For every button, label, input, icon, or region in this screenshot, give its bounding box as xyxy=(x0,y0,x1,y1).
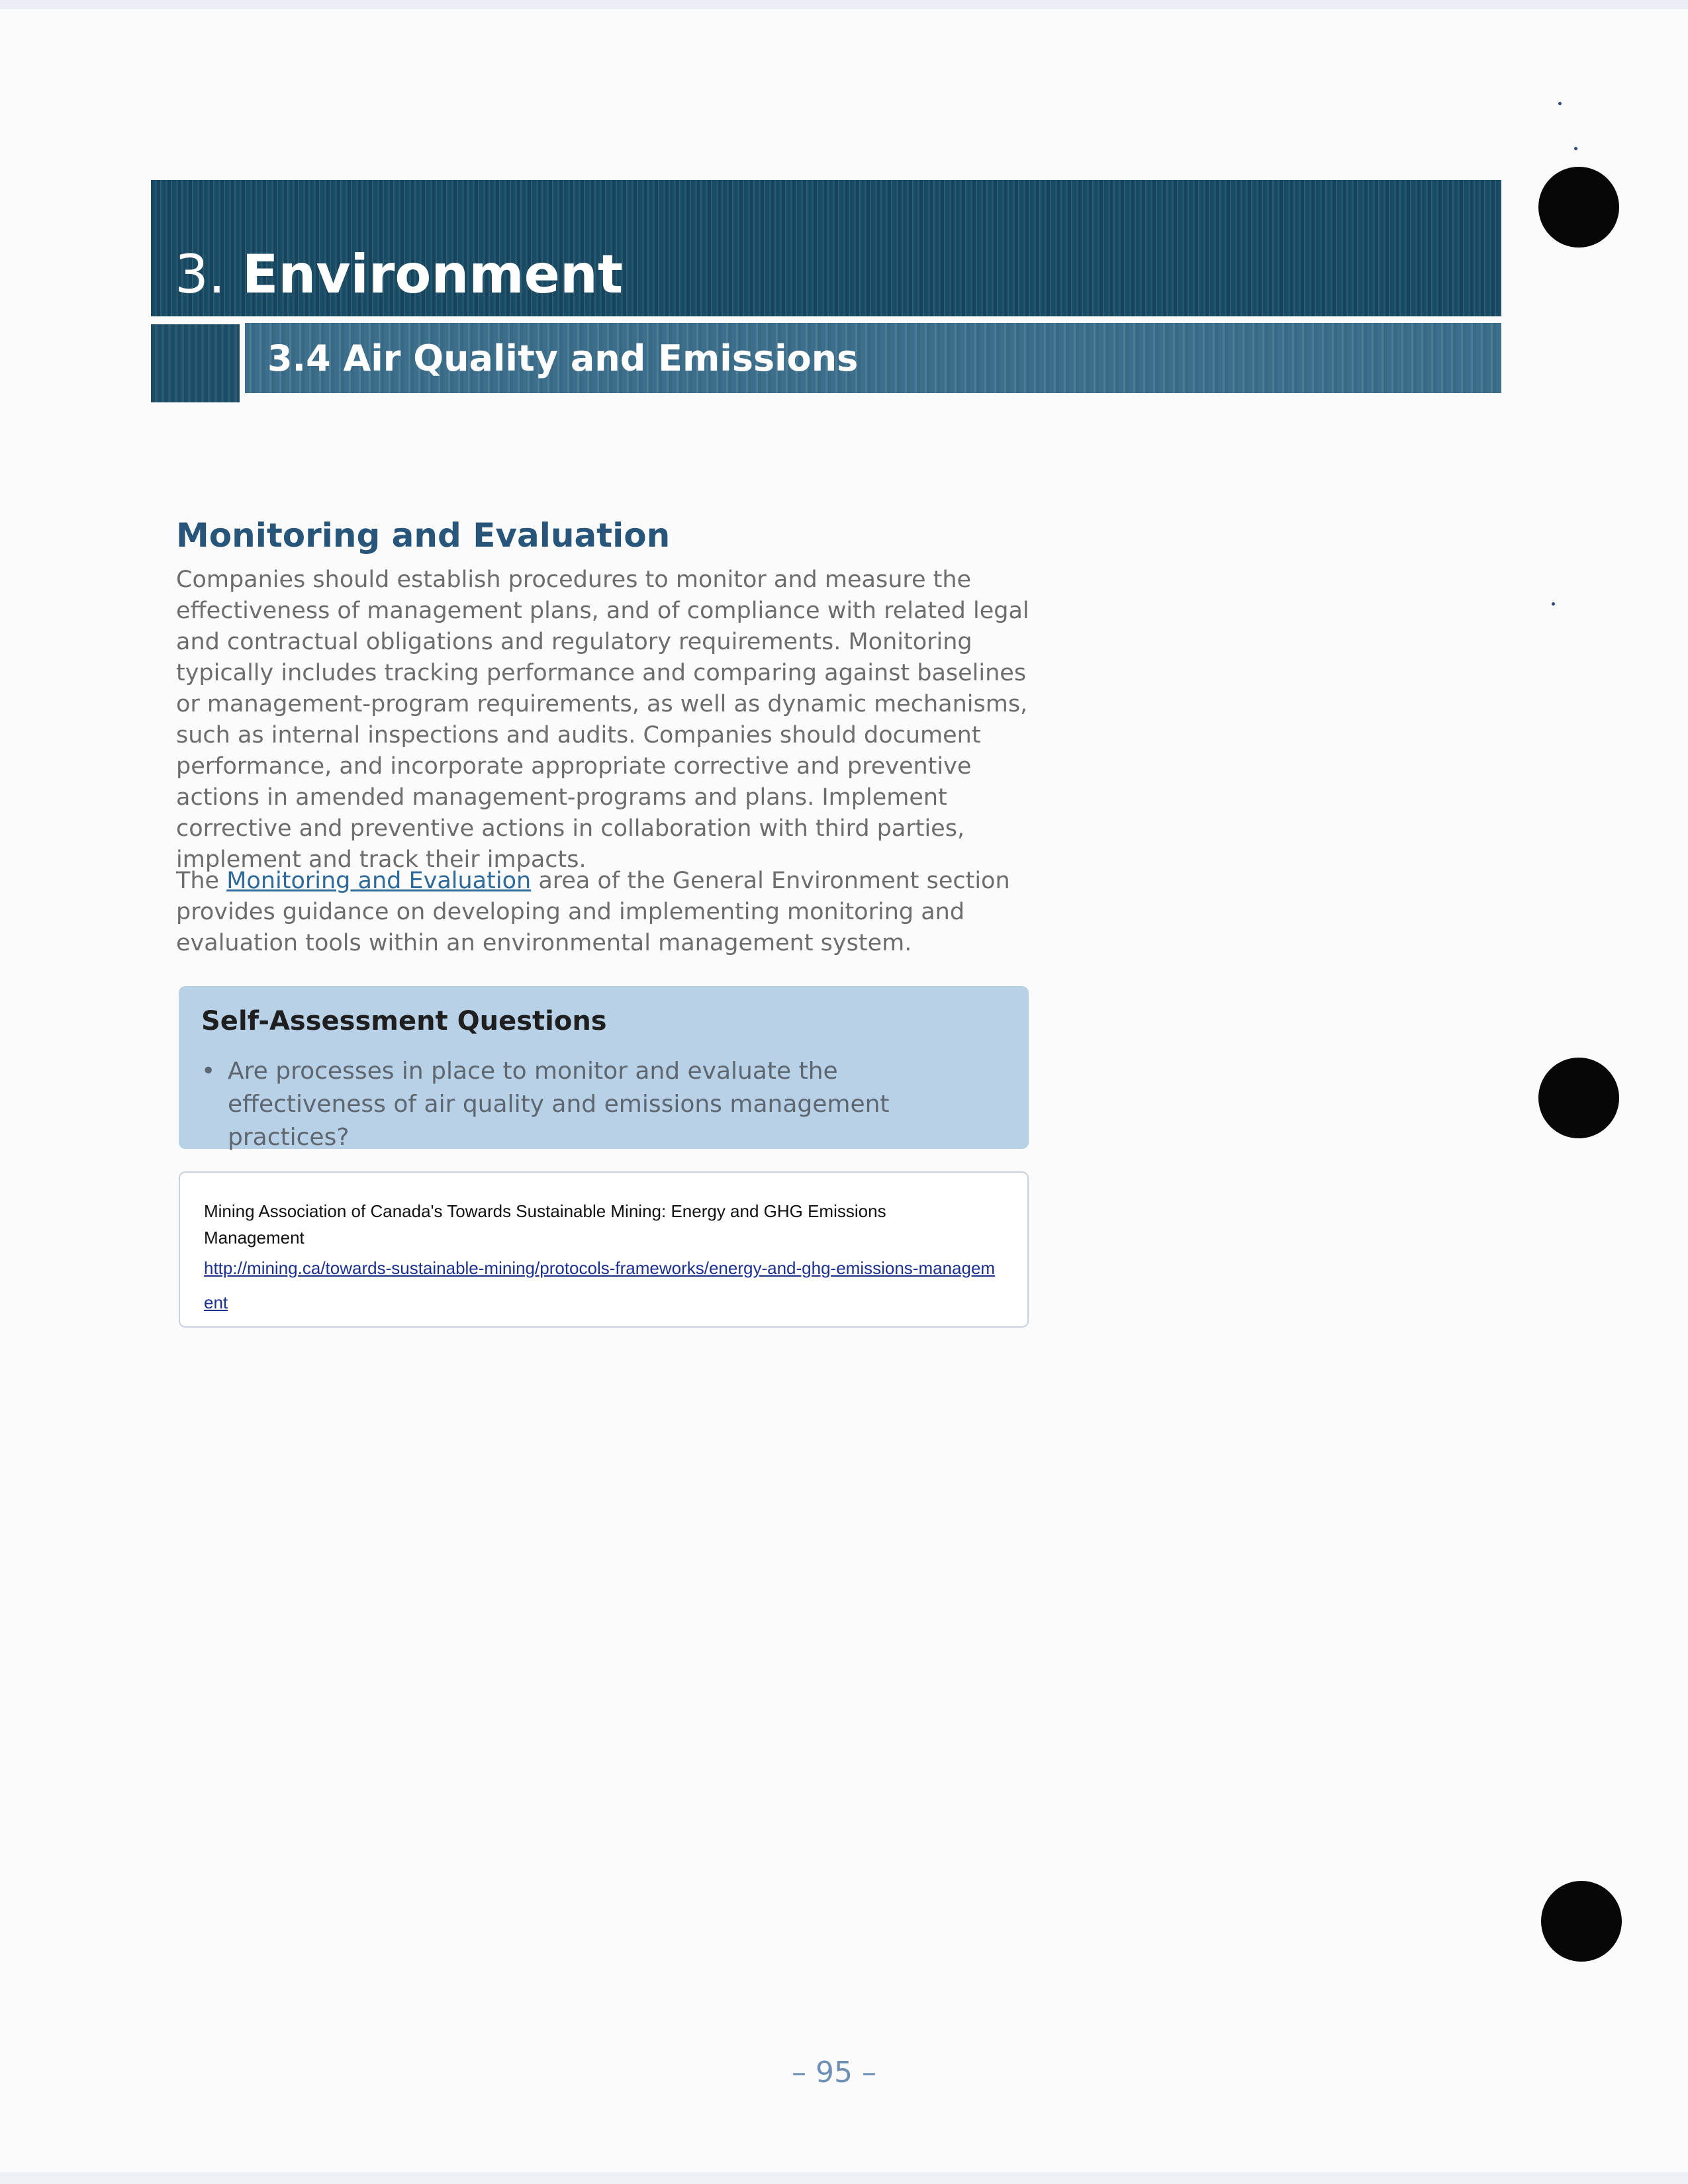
binder-hole-icon xyxy=(1538,167,1619,248)
monitoring-paragraph-1: Companies should establish procedures to monitor and measure the effectiveness of management plans, and of compliance with related legal and contractual obligations and regulatory requirements. Monitoring typically includes tracking performance and comparing against baselines or management-program requirements, as well as dynamic mechanisms, such as internal inspections and audits. Companies should document performance, and incorporate appropriate corrective and preventive actions in amended management-programs and plans. Implement corrective and preventive actions in collaboration with third parties, implement and track their impacts. xyxy=(176,567,1029,873)
monitoring-evaluation-link[interactable]: Monitoring and Evaluation xyxy=(226,868,532,894)
binder-hole-icon xyxy=(1538,1058,1619,1138)
monitoring-paragraph-2 xyxy=(176,866,1037,959)
self-assessment-box xyxy=(179,986,1029,1149)
scan-top-edge xyxy=(0,0,1688,9)
scan-speck xyxy=(1574,147,1577,150)
section-title: 3.4 Air Quality and Emissions xyxy=(267,338,859,379)
self-assessment-title: Self-Assessment Questions xyxy=(201,1006,607,1036)
reference-title: Mining Association of Canada's Towards Sustainable Mining: Energy and GHG Emissions Management xyxy=(204,1201,886,1248)
section-banner xyxy=(245,323,1501,393)
scan-bottom-edge xyxy=(0,2172,1688,2184)
question-text: Are processes in place to monitor and evaluate the effectiveness of air quality and emissions management practices? xyxy=(228,1058,890,1151)
reference-box xyxy=(179,1171,1029,1328)
section-banner-tab xyxy=(151,324,240,402)
chapter-banner xyxy=(151,180,1501,316)
reference-link[interactable]: http://mining.ca/towards-sustainable-mining/protocols-frameworks/energy-and-ghg-emissions-management xyxy=(204,1258,996,1312)
self-assessment-list xyxy=(201,1055,996,1154)
page-number: – 95 – xyxy=(792,2056,876,2089)
scan-speck xyxy=(1552,602,1555,606)
chapter-number: 3. xyxy=(175,244,226,305)
bullet-icon: • xyxy=(201,1058,216,1085)
chapter-name: Environment xyxy=(242,244,624,305)
paragraph-2-suffix: area of the General Environment section provides guidance on developing and implementing monitoring and evaluation tools within an environmental management system. xyxy=(176,868,1010,956)
scan-speck xyxy=(1558,102,1562,105)
monitoring-heading: Monitoring and Evaluation xyxy=(176,516,671,555)
self-assessment-question xyxy=(201,1055,996,1154)
chapter-title xyxy=(175,244,623,305)
binder-hole-icon xyxy=(1541,1881,1622,1962)
paragraph-2-prefix: The xyxy=(176,868,227,894)
